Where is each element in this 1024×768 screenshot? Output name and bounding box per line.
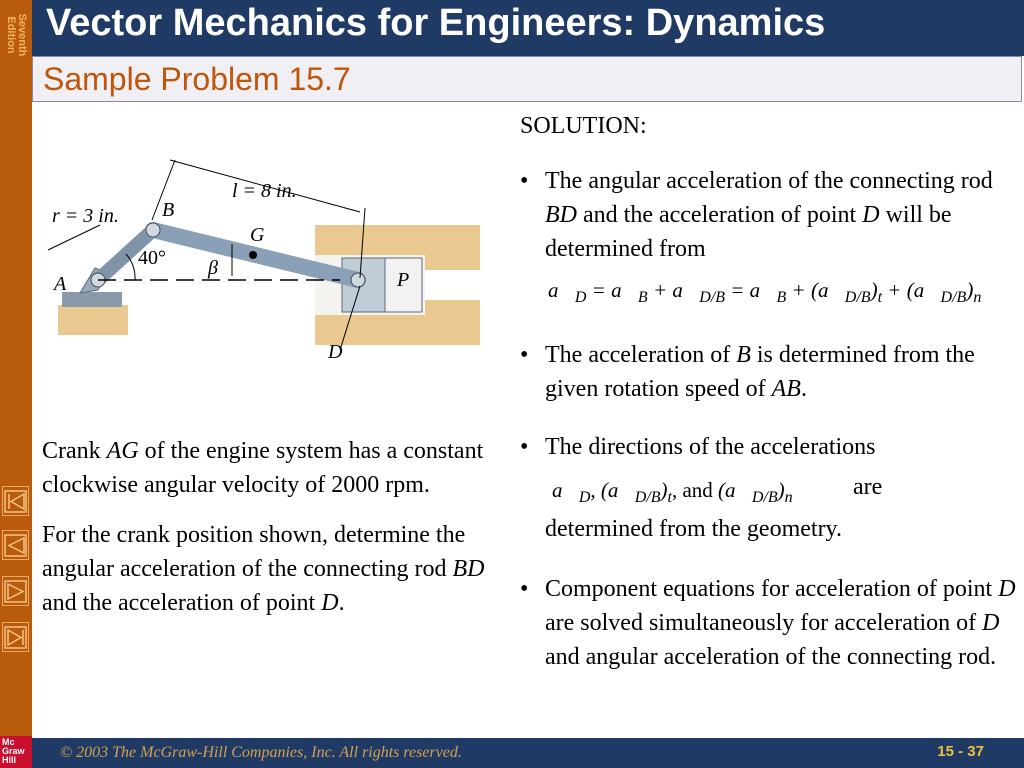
b4-a: Component equations for acceleration of point	[545, 576, 999, 602]
first-slide-icon	[3, 487, 30, 517]
bullet-1-text	[545, 164, 1020, 266]
b3-b: determined from the geometry.	[545, 516, 842, 542]
p1-pre: Crank	[42, 438, 107, 464]
label-d: D	[328, 341, 343, 363]
label-p: P	[397, 269, 410, 291]
subtitle-bar	[32, 56, 1022, 102]
p2-pre: For the crank position shown, determine the angular acceleration of the connecting rod	[42, 522, 466, 582]
previous-slide-icon	[3, 531, 30, 561]
previous-slide-button[interactable]	[2, 530, 29, 560]
last-slide-button[interactable]	[2, 622, 29, 652]
engine-diagram-svg	[40, 140, 480, 365]
p2-d: D	[321, 590, 339, 616]
sidebar	[0, 0, 32, 768]
bullet-3-text: The directions of the accelerations	[545, 434, 876, 460]
bullet-dot: •	[520, 434, 529, 460]
solution-bullet-3	[520, 430, 1020, 464]
pin-d	[351, 273, 365, 287]
b2-b: B	[736, 342, 751, 368]
solution-heading: SOLUTION:	[520, 113, 647, 139]
bullet-dot: •	[520, 576, 529, 602]
equation-directions: $a⃗_D$, $(a⃗_{D/B})_t$, and $(a⃗_{D/B})_n$	[552, 478, 793, 507]
p1-post: of the engine system has a constant clockwise angular velocity of 2000 rpm.	[42, 438, 484, 498]
b1-a: The angular acceleration of the connecting rod	[545, 168, 993, 194]
engine-diagram	[40, 140, 480, 365]
solution-bullet-2	[520, 338, 1020, 406]
b2-a: The acceleration of	[545, 342, 737, 368]
solution-bullet-1	[520, 164, 1020, 266]
title-bar	[32, 0, 1024, 56]
b4-d2: D	[982, 610, 1000, 636]
problem-statement	[42, 434, 492, 636]
label-a: A	[54, 273, 67, 295]
b3-are: are	[853, 474, 883, 500]
edition-label: Seventh Edition	[5, 13, 28, 57]
b4-d: D	[998, 576, 1016, 602]
p2-bd: BD	[452, 556, 485, 582]
base-plate	[62, 292, 122, 307]
b2-c: is determined from the given rotation speed of	[545, 342, 975, 402]
pin-b	[146, 223, 160, 237]
b4-b: are solved simultaneously for acceleration of	[545, 610, 983, 636]
mcgraw-hill-logo: Mc Graw Hill	[0, 736, 32, 768]
b1-b: and the acceleration of point	[577, 202, 863, 228]
b3-and: , and	[671, 478, 713, 502]
dim-line-r	[48, 225, 100, 250]
page-subtitle: Sample Problem 15.7	[43, 61, 351, 97]
label-g: G	[250, 224, 265, 246]
solution-bullet-4	[520, 572, 1020, 674]
b2-ab: AB	[771, 376, 801, 402]
p1-ag: AG	[106, 438, 139, 464]
label-l: l = 8 in.	[232, 180, 297, 202]
problem-paragraph-1	[42, 434, 492, 502]
b2-d: .	[800, 376, 807, 402]
b1-d: D	[862, 202, 880, 228]
problem-paragraph-2	[42, 518, 492, 620]
copyright-notice: © 2003 The McGraw-Hill Companies, Inc. All rights reserved.	[60, 744, 462, 761]
next-slide-icon	[3, 577, 30, 607]
page-number: 15 - 37	[937, 743, 984, 760]
footer-bar	[32, 738, 1024, 768]
last-slide-icon	[3, 623, 30, 653]
b1-c: will be determined from	[545, 202, 952, 262]
b4-c: and angular acceleration of the connecting rod.	[545, 644, 997, 670]
label-angle: 40°	[138, 247, 166, 269]
bullet-dot: •	[520, 168, 529, 194]
first-slide-button[interactable]	[2, 486, 29, 516]
p2-mid: and the acceleration of point	[42, 590, 322, 616]
label-beta: β	[208, 257, 218, 279]
bullet-dot: •	[520, 342, 529, 368]
label-b: B	[162, 199, 175, 221]
bullet-4-text	[545, 572, 1020, 674]
equation-acceleration-d: $a⃗_D$ = $a⃗_B$ + $a⃗_{D/B}$ = $a⃗_B$ + $(a⃗_{D/B})_t$ + $(a⃗_{D/B})_n$	[548, 278, 982, 307]
base-ground	[58, 305, 128, 335]
b1-bd: BD	[545, 202, 577, 228]
page-title: Vector Mechanics for Engineers: Dynamics	[46, 2, 826, 44]
point-g	[249, 251, 257, 259]
edition-badge	[0, 2, 32, 66]
bullet-2-text	[545, 338, 1020, 406]
p2-end: .	[338, 590, 345, 616]
next-slide-button[interactable]	[2, 576, 29, 606]
label-r: r = 3 in.	[52, 205, 119, 227]
